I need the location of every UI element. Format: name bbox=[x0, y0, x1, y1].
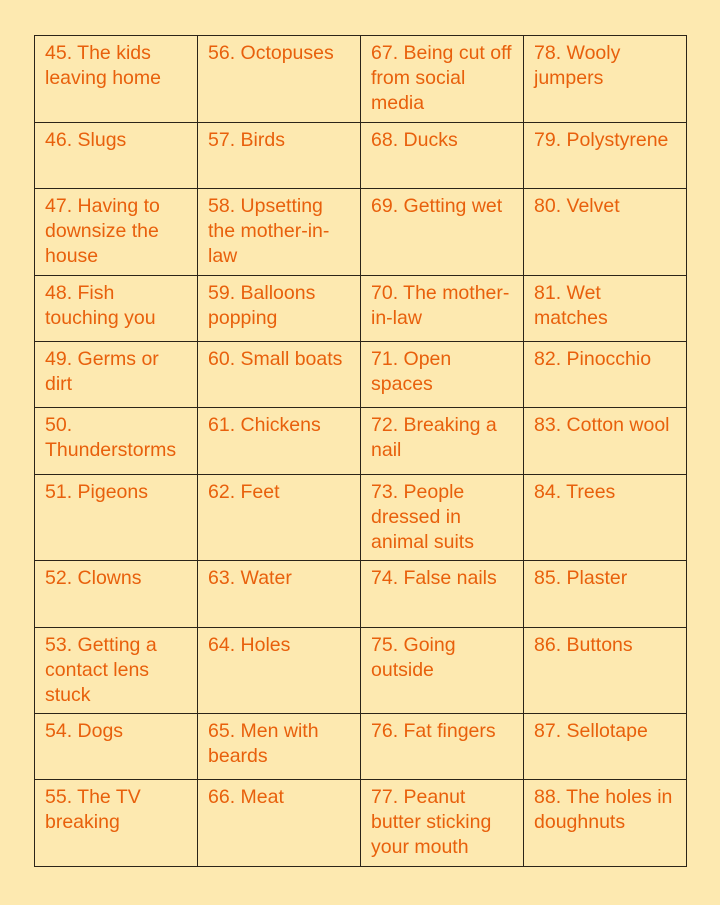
list-item: 54. Dogs bbox=[35, 714, 198, 780]
list-item: 65. Men with beards bbox=[198, 714, 361, 780]
list-item: 45. The kids leaving home bbox=[35, 36, 198, 123]
list-item: 46. Slugs bbox=[35, 123, 198, 189]
list-item: 76. Fat fingers bbox=[361, 714, 524, 780]
list-item: 88. The holes in doughnuts bbox=[524, 780, 687, 867]
list-item: 52. Clowns bbox=[35, 561, 198, 628]
list-item: 68. Ducks bbox=[361, 123, 524, 189]
list-item: 67. Being cut off from social media bbox=[361, 36, 524, 123]
table-row bbox=[35, 342, 687, 408]
list-item: 75. Going outside bbox=[361, 628, 524, 714]
list-item: 77. Peanut butter sticking your mouth bbox=[361, 780, 524, 867]
list-item: 58. Upsetting the mother-in-law bbox=[198, 189, 361, 276]
list-item: 50. Thunderstorms bbox=[35, 408, 198, 475]
list-item: 73. People dressed in animal suits bbox=[361, 475, 524, 561]
list-item: 48. Fish touching you bbox=[35, 276, 198, 342]
list-item: 60. Small boats bbox=[198, 342, 361, 408]
table-row bbox=[35, 36, 687, 123]
list-item: 80. Velvet bbox=[524, 189, 687, 276]
list-item: 74. False nails bbox=[361, 561, 524, 628]
list-item: 71. Open spaces bbox=[361, 342, 524, 408]
table-row bbox=[35, 561, 687, 628]
list-item: 56. Octopuses bbox=[198, 36, 361, 123]
list-item: 57. Birds bbox=[198, 123, 361, 189]
list-item: 81. Wet matches bbox=[524, 276, 687, 342]
list-item: 82. Pinocchio bbox=[524, 342, 687, 408]
table-row bbox=[35, 780, 687, 867]
list-item: 84. Trees bbox=[524, 475, 687, 561]
list-item: 47. Having to downsize the house bbox=[35, 189, 198, 276]
table-row bbox=[35, 408, 687, 475]
phobia-list-table bbox=[34, 35, 687, 867]
table-row bbox=[35, 189, 687, 276]
list-item: 79. Polystyrene bbox=[524, 123, 687, 189]
list-item: 78. Wooly jumpers bbox=[524, 36, 687, 123]
table-row bbox=[35, 123, 687, 189]
list-item: 85. Plaster bbox=[524, 561, 687, 628]
table-row bbox=[35, 276, 687, 342]
list-item: 49. Germs or dirt bbox=[35, 342, 198, 408]
list-item: 61. Chickens bbox=[198, 408, 361, 475]
list-item: 63. Water bbox=[198, 561, 361, 628]
list-item: 87. Sellotape bbox=[524, 714, 687, 780]
list-item: 55. The TV breaking bbox=[35, 780, 198, 867]
table-row bbox=[35, 628, 687, 714]
list-item: 83. Cotton wool bbox=[524, 408, 687, 475]
list-item: 72. Breaking a nail bbox=[361, 408, 524, 475]
table-row bbox=[35, 475, 687, 561]
table-row bbox=[35, 714, 687, 780]
list-item: 86. Buttons bbox=[524, 628, 687, 714]
list-item: 64. Holes bbox=[198, 628, 361, 714]
list-item: 51. Pigeons bbox=[35, 475, 198, 561]
list-item: 59. Balloons popping bbox=[198, 276, 361, 342]
list-item: 70. The mother-in-law bbox=[361, 276, 524, 342]
list-item: 66. Meat bbox=[198, 780, 361, 867]
list-item: 53. Getting a contact lens stuck bbox=[35, 628, 198, 714]
list-item: 62. Feet bbox=[198, 475, 361, 561]
list-item: 69. Getting wet bbox=[361, 189, 524, 276]
